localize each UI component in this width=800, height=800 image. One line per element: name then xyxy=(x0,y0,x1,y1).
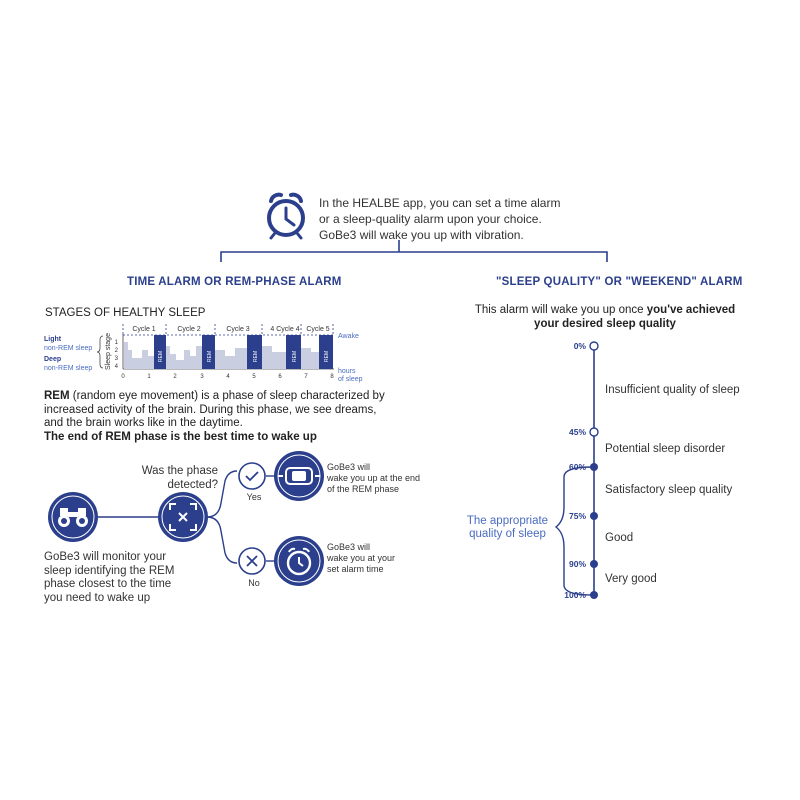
light-label: Light xyxy=(44,336,62,343)
pct-label: 100% xyxy=(564,590,586,600)
cycle-label: Cycle 1 xyxy=(132,326,156,333)
stage-tick: 3 xyxy=(114,356,118,362)
awake-label: Awake xyxy=(338,333,359,340)
hours-label: hours xyxy=(338,368,356,375)
heading-bracket xyxy=(221,240,607,262)
question-line: detected? xyxy=(167,479,218,491)
svg-text:0: 0 xyxy=(121,374,125,380)
rem-desc: and the brain works like in the daytime. xyxy=(44,417,243,429)
svg-text:REM: REM xyxy=(292,350,298,362)
level-label: Potential sleep disorder xyxy=(605,443,726,455)
stage-axis-label: Sleep stage xyxy=(105,333,112,370)
scan-detection-icon xyxy=(158,492,208,542)
svg-text:REM: REM xyxy=(324,350,330,362)
no-cross-icon xyxy=(239,548,265,574)
sleep-stages-chart xyxy=(44,324,363,383)
cycle-label: Cycle 2 xyxy=(177,326,201,333)
hours-label: of sleep xyxy=(338,376,363,383)
no-label: No xyxy=(248,578,260,588)
yes-outcome-text: GoBe3 will wake you up at the end of the REM phase xyxy=(327,462,421,494)
intro-line: or a sleep-quality alarm upon your choice. xyxy=(319,212,542,226)
time-alarm-heading: TIME ALARM OR REM-PHASE ALARM xyxy=(127,276,342,288)
intro-line: GoBe3 will wake you up with vibration. xyxy=(319,228,524,242)
stage-tick: 4 xyxy=(114,364,118,370)
pct-label: 0% xyxy=(573,341,586,351)
scale-point-90 xyxy=(590,560,598,568)
svg-text:REM: REM xyxy=(158,350,164,362)
scale-point-45 xyxy=(590,428,598,436)
question-line: Was the phase xyxy=(141,465,218,477)
svg-text:6: 6 xyxy=(278,374,282,380)
rem-desc: increased activity of the brain. During this phase, we see dreams, xyxy=(44,403,377,416)
level-label: Satisfactory sleep quality xyxy=(605,484,733,496)
cycle-label: Cycle 3 xyxy=(226,326,250,333)
appropriate-range-brace xyxy=(556,467,592,595)
binoculars-icon xyxy=(48,492,98,542)
svg-text:REM: REM xyxy=(253,350,259,362)
no-outcome-text: GoBe3 will wake you at your set alarm time xyxy=(327,542,396,574)
svg-text:2: 2 xyxy=(173,374,177,380)
phase-question xyxy=(120,464,218,492)
alarm-clock-circle-icon xyxy=(274,536,324,586)
rem-term: REM xyxy=(44,390,70,402)
deep-sub-label: non-REM sleep xyxy=(44,365,93,372)
intro-line: In the HEALBE app, you can set a time alarm xyxy=(319,196,561,210)
level-label: Very good xyxy=(605,573,657,585)
intro-text xyxy=(319,195,579,243)
pct-label: 90% xyxy=(568,559,586,569)
hour-ticks xyxy=(121,374,334,380)
pct-label: 45% xyxy=(568,427,586,437)
svg-text:5: 5 xyxy=(252,374,256,380)
svg-text:8: 8 xyxy=(330,374,334,380)
level-label: Insufficient quality of sleep xyxy=(605,384,740,396)
rem-desc: (random eye movement) is a phase of sleep characterized by xyxy=(69,390,385,402)
pct-label: 60% xyxy=(568,462,586,472)
cycle-label: 4 Cycle 4 xyxy=(270,326,300,333)
yes-label: Yes xyxy=(246,492,262,502)
svg-text:3: 3 xyxy=(200,374,204,380)
stage-tick: 2 xyxy=(114,348,118,354)
wristband-icon xyxy=(274,451,324,501)
scale-point-75 xyxy=(590,512,598,520)
stages-title: STAGES OF HEALTHY SLEEP xyxy=(45,307,206,319)
pct-label: 75% xyxy=(568,511,586,521)
level-label: Good xyxy=(605,532,634,544)
cycle-label: Cycle 5 xyxy=(306,326,330,333)
monitor-text: GoBe3 will monitor your sleep identifying the REM phase closest to the time you need to wake up xyxy=(44,551,175,604)
rem-emphasis: The end of REM phase is the best time to wake up xyxy=(44,430,317,443)
stage-brace xyxy=(97,336,103,368)
scale-point-0 xyxy=(590,342,598,350)
svg-text:7: 7 xyxy=(304,374,308,380)
light-sub-label: non-REM sleep xyxy=(44,345,93,352)
svg-text:1: 1 xyxy=(147,374,151,380)
sleep-quality-intro: This alarm will wake you up once you've achieved your desired sleep quality xyxy=(474,304,736,330)
rem-description xyxy=(44,390,404,444)
stage-tick: 1 xyxy=(114,340,118,346)
svg-text:4: 4 xyxy=(226,374,230,380)
sleep-quality-heading: "SLEEP QUALITY" OR "WEEKEND" ALARM xyxy=(496,276,743,288)
appropriate-quality-label: The appropriate quality of sleep xyxy=(466,515,549,540)
yes-check-icon xyxy=(239,463,265,489)
alarm-clock-icon xyxy=(269,195,303,238)
svg-text:REM: REM xyxy=(207,350,213,362)
deep-label: Deep xyxy=(44,356,62,363)
